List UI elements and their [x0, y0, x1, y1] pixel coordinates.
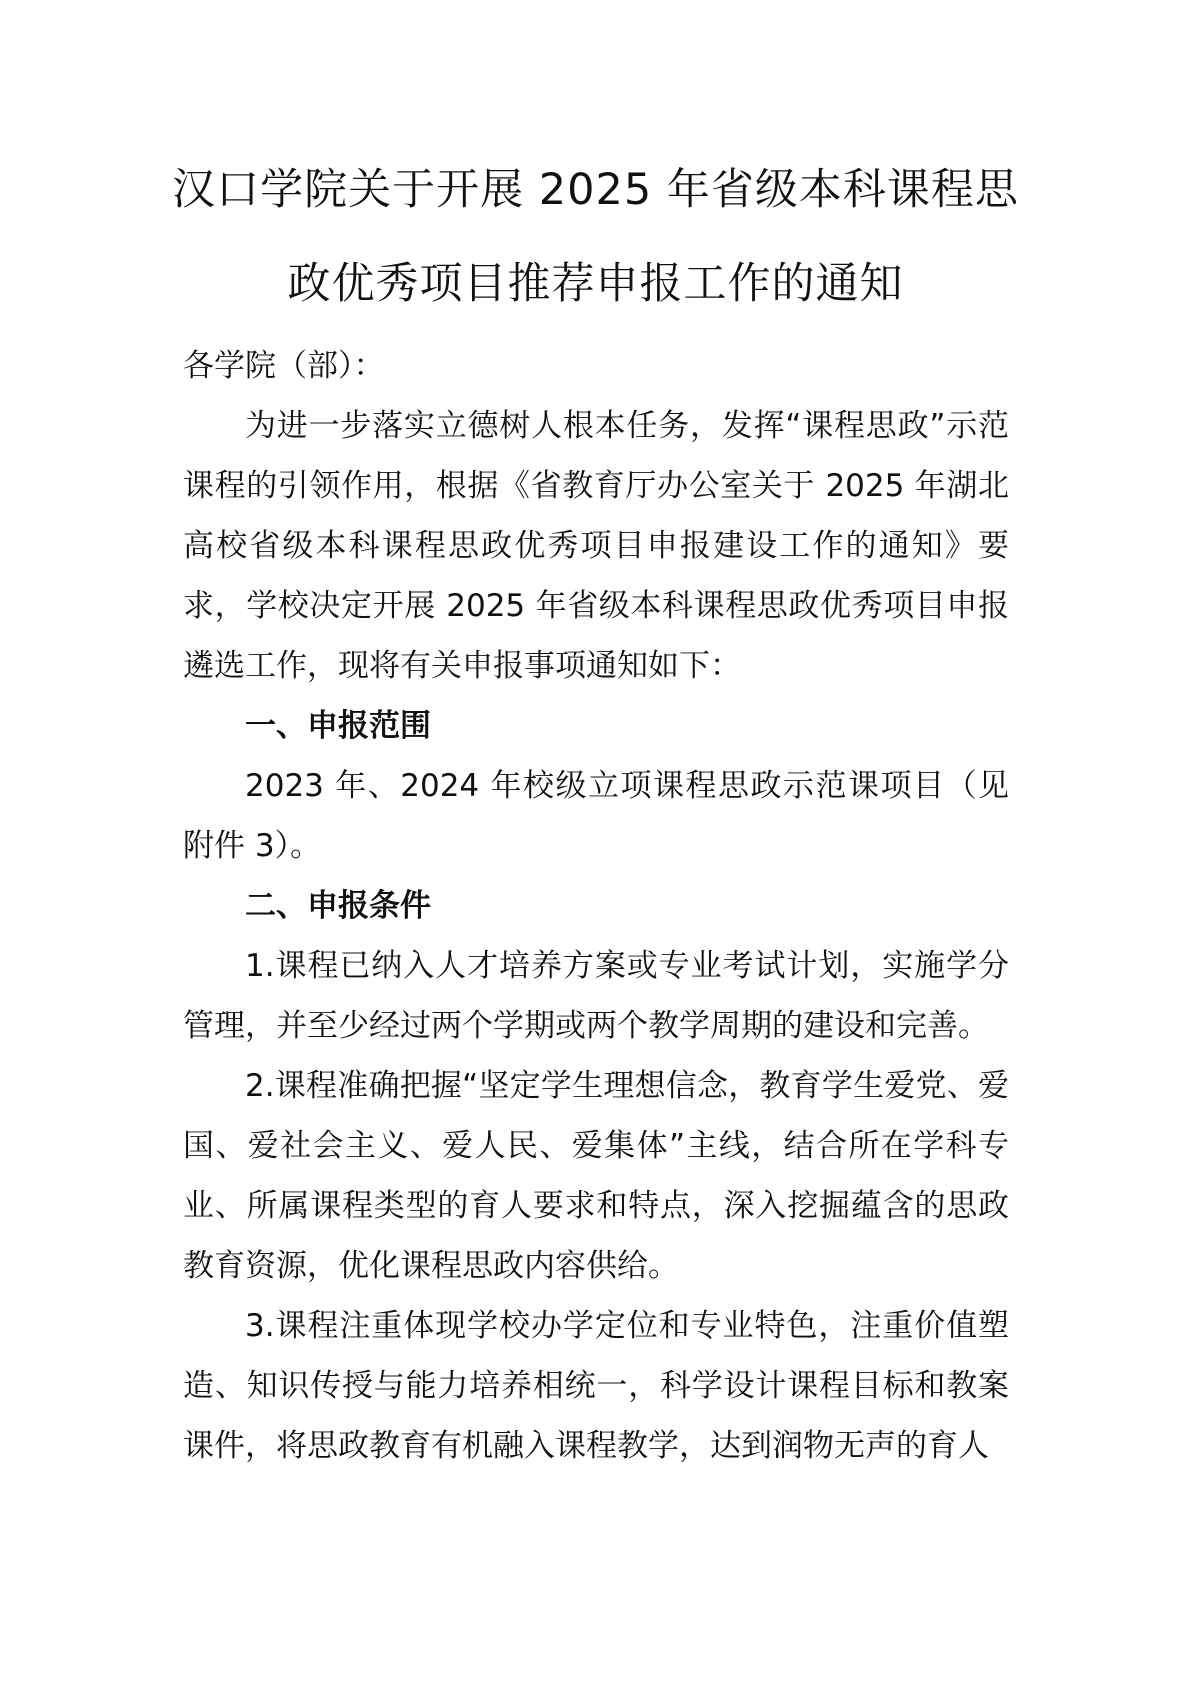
salutation: 各学院（部）：	[183, 348, 385, 384]
condition-item-3: 3.课程注重体现学校办学定位和专业特色，注重价值塑造、知识传授与能力培养相统一，科学设计课程目标和教案课件，将思政教育有机融入课程教学，达到润物无声的育人	[183, 1308, 1009, 1464]
section-heading-scope: 一、申报范围	[245, 708, 431, 744]
condition-item-2: 2.课程准确把握“坚定学生理想信念，教育学生爱党、爱国、爱社会主义、爱人民、爱集体”主线，结合所在学科专业、所属课程类型的育人要求和特点，深入挖掘蕴含的思政教育资源，优化课程思政内容供给。	[183, 1068, 1009, 1284]
document-body	[183, 396, 1009, 1476]
document-title-line-2: 政优秀项目推荐申报工作的通知	[287, 259, 904, 309]
scope-paragraph: 2023 年、2024 年校级立项课程思政示范课项目（见附件 3）。	[183, 768, 1009, 864]
document-title-line-1: 汉口学院关于开展 2025 年省级本科课程思	[172, 165, 1019, 215]
condition-item-1: 1.课程已纳入人才培养方案或专业考试计划，实施学分管理，并至少经过两个学期或两个教学周期的建设和完善。	[183, 948, 1009, 1044]
intro-paragraph: 为进一步落实立德树人根本任务，发挥“课程思政”示范课程的引领作用，根据《省教育厅办公室关于 2025 年湖北高校省级本科课程思政优秀项目申报建设工作的通知》要求，学校决定开展 2025 年省级本科课程思政优秀项目申报遴选工作，现将有关申报事项通知如下：	[183, 408, 1009, 684]
section-heading-conditions: 二、申报条件	[245, 888, 431, 924]
